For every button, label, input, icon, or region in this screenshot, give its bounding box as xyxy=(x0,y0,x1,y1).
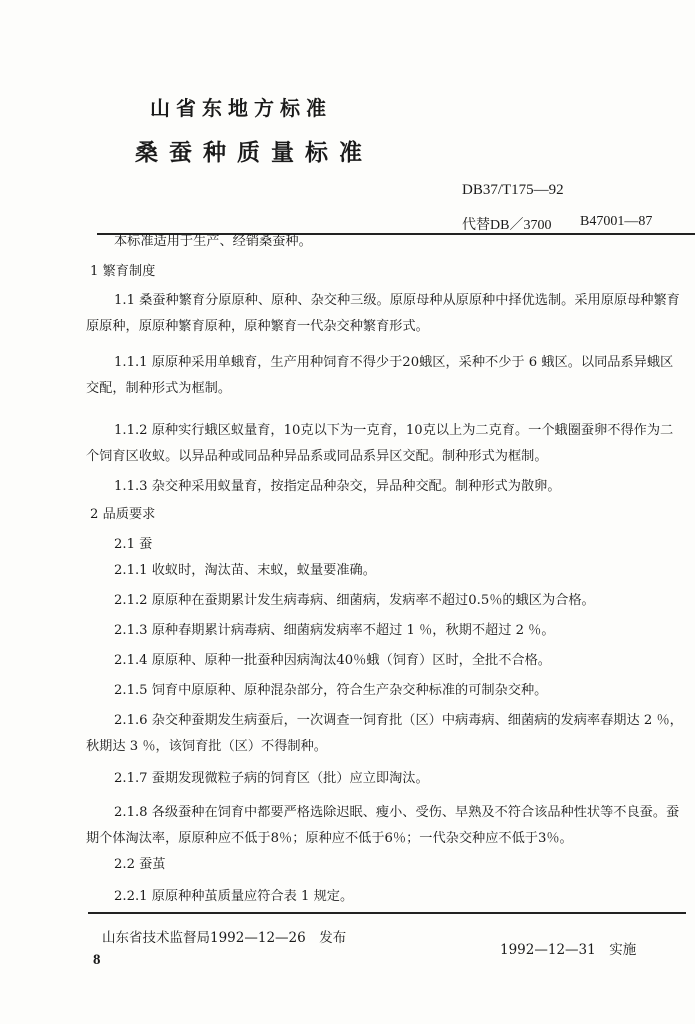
paragraph-2-1-4: 2.1.4 原原种、原种一批蚕种因病淘汰40％蛾（饲育）区时，全批不合格。 xyxy=(114,653,551,668)
paragraph-2-1-8: 2.1.8 各级蚕种在饲育中都要严格选除迟眠、瘦小、受伤、早熟及不符合该品种性状等不良蚕。蚕期个体淘汰率，原原种应不低于8％；原种应不低于6％；一代杂交种应不低于3％。 xyxy=(86,805,680,846)
paragraph-2-1-7: 2.1.7 蚕期发现微粒子病的饲育区（批）应立即淘汰。 xyxy=(114,771,429,786)
section-1-heading: 1 繁育制度 xyxy=(90,264,156,279)
footer-divider xyxy=(88,912,686,914)
paragraph-1-1-1: 1.1.1 原原种采用单蛾育，生产用种饲育不得少于20蛾区，采种不少于 6 蛾区。以同品系异蛾区交配，制种形式为框制。 xyxy=(86,355,674,396)
paragraph-2-1-3: 2.1.3 原种春期累计病毒病、细菌病发病率不超过 1 ％，秋期不超过 2 ％。 xyxy=(114,623,555,638)
paragraph-1-1-2: 1.1.2 原种实行蛾区蚁量育，10克以下为一克育，10克以上为二克育。一个蛾圈蚕卵不得作为二个饲育区收蚁。以异品种或同品种异品系或同品系异区交配。制种形式为框制。 xyxy=(86,423,674,464)
section-2-heading: 2 品质要求 xyxy=(90,507,156,522)
paragraph-2-1-1: 2.1.1 收蚁时，淘汰苗、末蚁，蚁量要准确。 xyxy=(114,563,376,578)
paragraph-2-1-6: 2.1.6 杂交种蚕期发生病蚕后，一次调查一饲育批（区）中病毒病、细菌病的发病率春期达 2 ％，秋期达 3 ％，该饲育批（区）不得制种。 xyxy=(86,713,683,754)
document-title: 桑蚕种质量标准 xyxy=(135,140,373,166)
intro-paragraph: 本标准适用于生产、经销桑蚕种。 xyxy=(114,234,312,249)
issue-statement: 山东省技术监督局1992—12—26 发布 xyxy=(102,930,347,946)
replaced-code: B47001—87 xyxy=(580,214,653,229)
effective-date: 1992—12—31 实施 xyxy=(500,942,637,958)
issuing-authority-header: 山省东地方标准 xyxy=(150,96,332,120)
section-2-1-heading: 2.1 蚕 xyxy=(114,537,153,552)
paragraph-1-1: 1.1 桑蚕种繁育分原原种、原种、杂交种三级。原原母种从原原种中择优选制。采用原原母种繁育原原种，原原种繁育原种，原种繁育一代杂交种繁育形式。 xyxy=(86,293,680,334)
paragraph-1-1-3: 1.1.3 杂交种采用蚁量育，按指定品种杂交，异品种交配。制种形式为散卵。 xyxy=(114,479,561,494)
replaces-standard: 代替DB／3700 xyxy=(462,218,552,233)
paragraph-2-1-5: 2.1.5 饲育中原原种、原种混杂部分，符合生产杂交种标准的可制杂交种。 xyxy=(114,683,548,698)
page-number: 8 xyxy=(93,952,101,968)
paragraph-2-1-2: 2.1.2 原原种在蚕期累计发生病毒病、细菌病，发病率不超过0.5％的蛾区为合格。 xyxy=(114,593,595,608)
paragraph-2-2-1: 2.2.1 原原种种茧质量应符合表 1 规定。 xyxy=(114,889,354,904)
standard-number: DB37/T175—92 xyxy=(462,182,564,198)
section-2-2-heading: 2.2 蚕茧 xyxy=(114,857,166,872)
